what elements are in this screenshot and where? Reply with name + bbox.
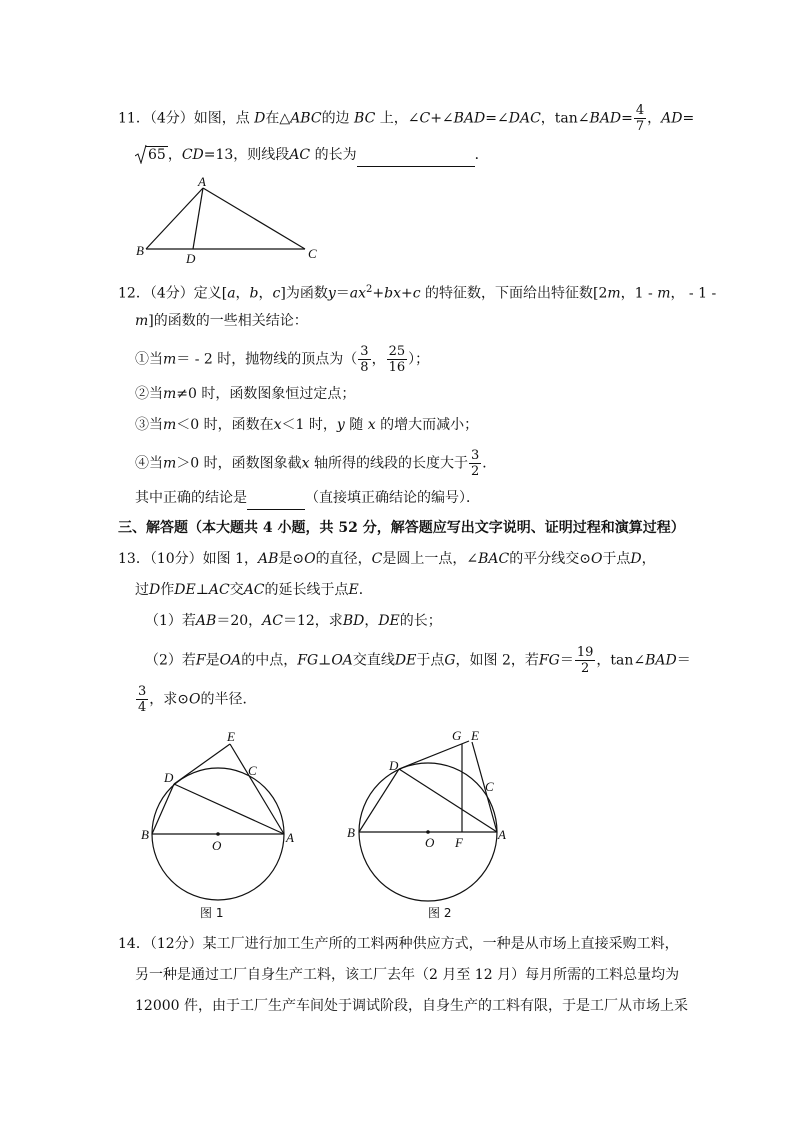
label-A: A [198, 174, 206, 189]
sqrt-65: 65 [135, 144, 168, 166]
fig1-label-C: C [248, 763, 257, 778]
q14-line1: 14．（12分）某工厂进行加工生产所的工料两种供应方式，一种是从市场上直接采购工料， [118, 936, 679, 952]
fig1-label-E: E [227, 729, 235, 744]
fig1-caption: 图 1 [200, 906, 224, 920]
q13-line1: 13．（10分）如图 1，AB是⊙O的直径，C是圆上一点，∠BAC的平分线交⊙O于点D， [118, 551, 656, 567]
q13-figure-1 [138, 726, 308, 926]
fig1-label-O: O [212, 838, 222, 853]
q12-answer-line: 其中正确的结论是 （直接填正确结论的编号）． [135, 487, 480, 510]
label-D: D [186, 251, 196, 266]
q12-conclusion-4: ④当m＞0 时，函数图象截x 轴所得的线段的长度大于 $\frac{3}{2}$ ． [135, 448, 497, 479]
fig2-label-D: D [389, 758, 399, 773]
fig2-label-C: C [485, 779, 494, 794]
q12-conclusion-2: ②当m≠0 时，函数图象恒过定点； [135, 386, 356, 402]
q12-line2: m]的函数的一些相关结论： [135, 313, 308, 329]
fig2-label-A: A [498, 827, 506, 842]
fig2-label-F: F [455, 835, 463, 850]
fig1-label-A: A [286, 830, 294, 845]
q11-line1: 11．（4分）如图，点 D在△ABC的边 BC 上，∠C+∠BAD=∠DAC，tan∠BAD= $\frac{4}{7}$ ，AD= [118, 103, 695, 134]
answer-blank-q11[interactable] [357, 144, 475, 167]
label-B: B [136, 243, 144, 258]
fig2-label-G: G [452, 728, 462, 743]
q13-figure-2 [342, 726, 517, 926]
section-heading: 三、解答题（本大题共 4 小题，共 52 分，解答题应写出文字说明、证明过程和演算过程） [118, 520, 685, 536]
q14-line3: 12000 件，由于工厂生产车间处于调试阶段，自身生产的工料有限，于是工厂从市场上采 [135, 998, 688, 1014]
answer-blank-q12[interactable] [247, 487, 305, 510]
fig2-label-B: B [347, 825, 355, 840]
q12-conclusion-1: ①当m＝ - 2 时，抛物线的顶点为（ $\frac{3}{8}$ ， $\frac{25}{16}$ ）； [135, 344, 430, 375]
fig2-caption: 图 2 [428, 906, 452, 920]
fraction-4-7: $\frac{4}{7}$ [635, 103, 645, 134]
q13-sub2: （2）若F是OA的中点，FG⊥OA交直线DE于点G，如图 2，若FG＝ $\frac{19}{2}$ ，tan∠BAD＝ [145, 645, 691, 676]
q13-sub1: （1）若AB＝20，AC＝12，求BD，DE的长； [145, 613, 442, 629]
q11-triangle-figure [130, 172, 330, 267]
label-C: C [308, 246, 317, 261]
fig2-label-E: E [471, 728, 479, 743]
q12-conclusion-3: ③当m＜0 时，函数在x＜1 时，y 随 x 的增大而减小； [135, 417, 479, 433]
q13-line6: $\frac{3}{4}$ ，求⊙O的半径． [138, 684, 257, 715]
fig1-label-B: B [141, 827, 149, 842]
fig2-label-O: O [425, 835, 435, 850]
q12-line1: 12．（4分）定义[a，b，c]为函数$y=ax^2+bx+c$ 的特征数，下面给出特征数[2m，1 - m， - 1 - [118, 284, 717, 302]
fig1-label-D: D [164, 770, 174, 785]
q14-line2: 另一种是通过工厂自身生产工料，该工厂去年（2 月至 12 月）每月所需的工料总量均为 [135, 967, 680, 983]
q13-line2: 过D作DE⊥AC交AC的延长线于点E． [135, 582, 373, 598]
q11-line2: 65 ，CD=13，则线段AC 的长为 ． [135, 144, 489, 167]
